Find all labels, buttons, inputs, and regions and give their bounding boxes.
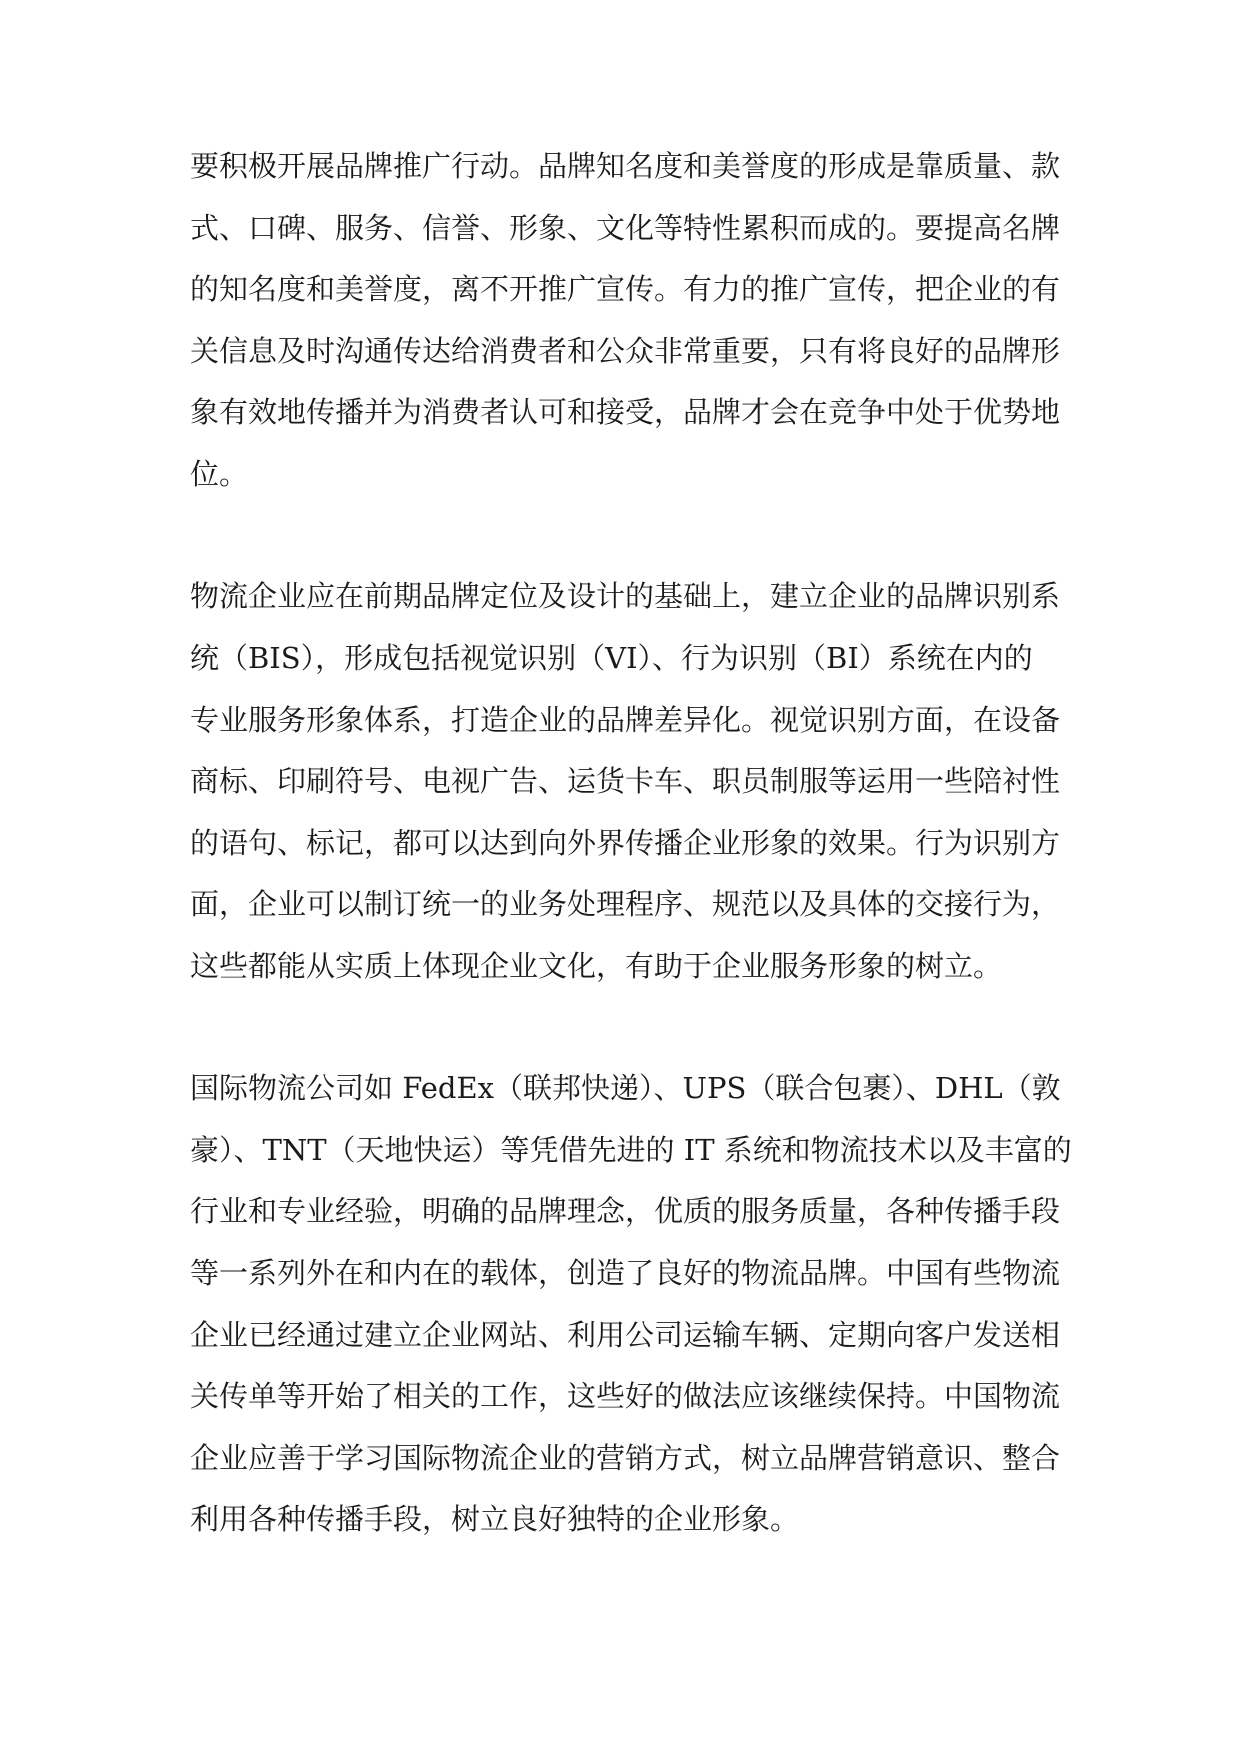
paragraph-3-line-6: 关传单等开始了相关的工作，这些好的做法应该继续保持。中国物流 (190, 1379, 1061, 1413)
paragraph-3-line-7: 企业应善于学习国际物流企业的营销方式，树立品牌营销意识、整合 (190, 1441, 1061, 1475)
paragraph-1-line-2: 式、口碑、服务、信誉、形象、文化等特性累积而成的。要提高名牌 (190, 211, 1061, 245)
paragraph-1-line-1: 要积极开展品牌推广行动。品牌知名度和美誉度的形成是靠质量、款 (190, 149, 1061, 183)
paragraph-1-line-5: 象有效地传播并为消费者认可和接受，品牌才会在竞争中处于优势地 (190, 395, 1061, 429)
paragraph-2-line-2: 统（BIS），形成包括视觉识别（VI）、行为识别（BI）系统在内的 (190, 641, 1033, 675)
paragraph-2-line-7: 这些都能从实质上体现企业文化，有助于企业服务形象的树立。 (190, 949, 1003, 983)
paragraph-3-line-8: 利用各种传播手段，树立良好独特的企业形象。 (190, 1502, 800, 1536)
paragraph-3-line-5: 企业已经通过建立企业网站、利用公司运输车辆、定期向客户发送相 (190, 1318, 1061, 1352)
paragraph-2-line-4: 商标、印刷符号、电视广告、运货卡车、职员制服等运用一些陪衬性 (190, 764, 1061, 798)
paragraph-3-line-3: 行业和专业经验，明确的品牌理念，优质的服务质量，各种传播手段 (190, 1194, 1061, 1228)
paragraph-3-line-4: 等一系列外在和内在的载体，创造了良好的物流品牌。中国有些物流 (190, 1256, 1061, 1290)
paragraph-1-line-4: 关信息及时沟通传达给消费者和公众非常重要，只有将良好的品牌形 (190, 334, 1061, 368)
paragraph-3-line-1: 国际物流公司如 FedEx（联邦快递）、UPS（联合包裹）、DHL（敦 (190, 1071, 1061, 1105)
paragraph-3-line-2: 豪）、TNT（天地快运）等凭借先进的 IT 系统和物流技术以及丰富的 (190, 1133, 1072, 1167)
paragraph-2-line-1: 物流企业应在前期品牌定位及设计的基础上，建立企业的品牌识别系 (190, 579, 1061, 613)
paragraph-2-line-6: 面，企业可以制订统一的业务处理程序、规范以及具体的交接行为， (190, 887, 1061, 921)
paragraph-1-line-3: 的知名度和美誉度，离不开推广宣传。有力的推广宣传，把企业的有 (190, 272, 1061, 306)
paragraph-1-line-6: 位。 (190, 457, 249, 491)
paragraph-2-line-5: 的语句、标记，都可以达到向外界传播企业形象的效果。行为识别方 (190, 826, 1061, 860)
paragraph-2-line-3: 专业服务形象体系，打造企业的品牌差异化。视觉识别方面，在设备 (190, 703, 1061, 737)
